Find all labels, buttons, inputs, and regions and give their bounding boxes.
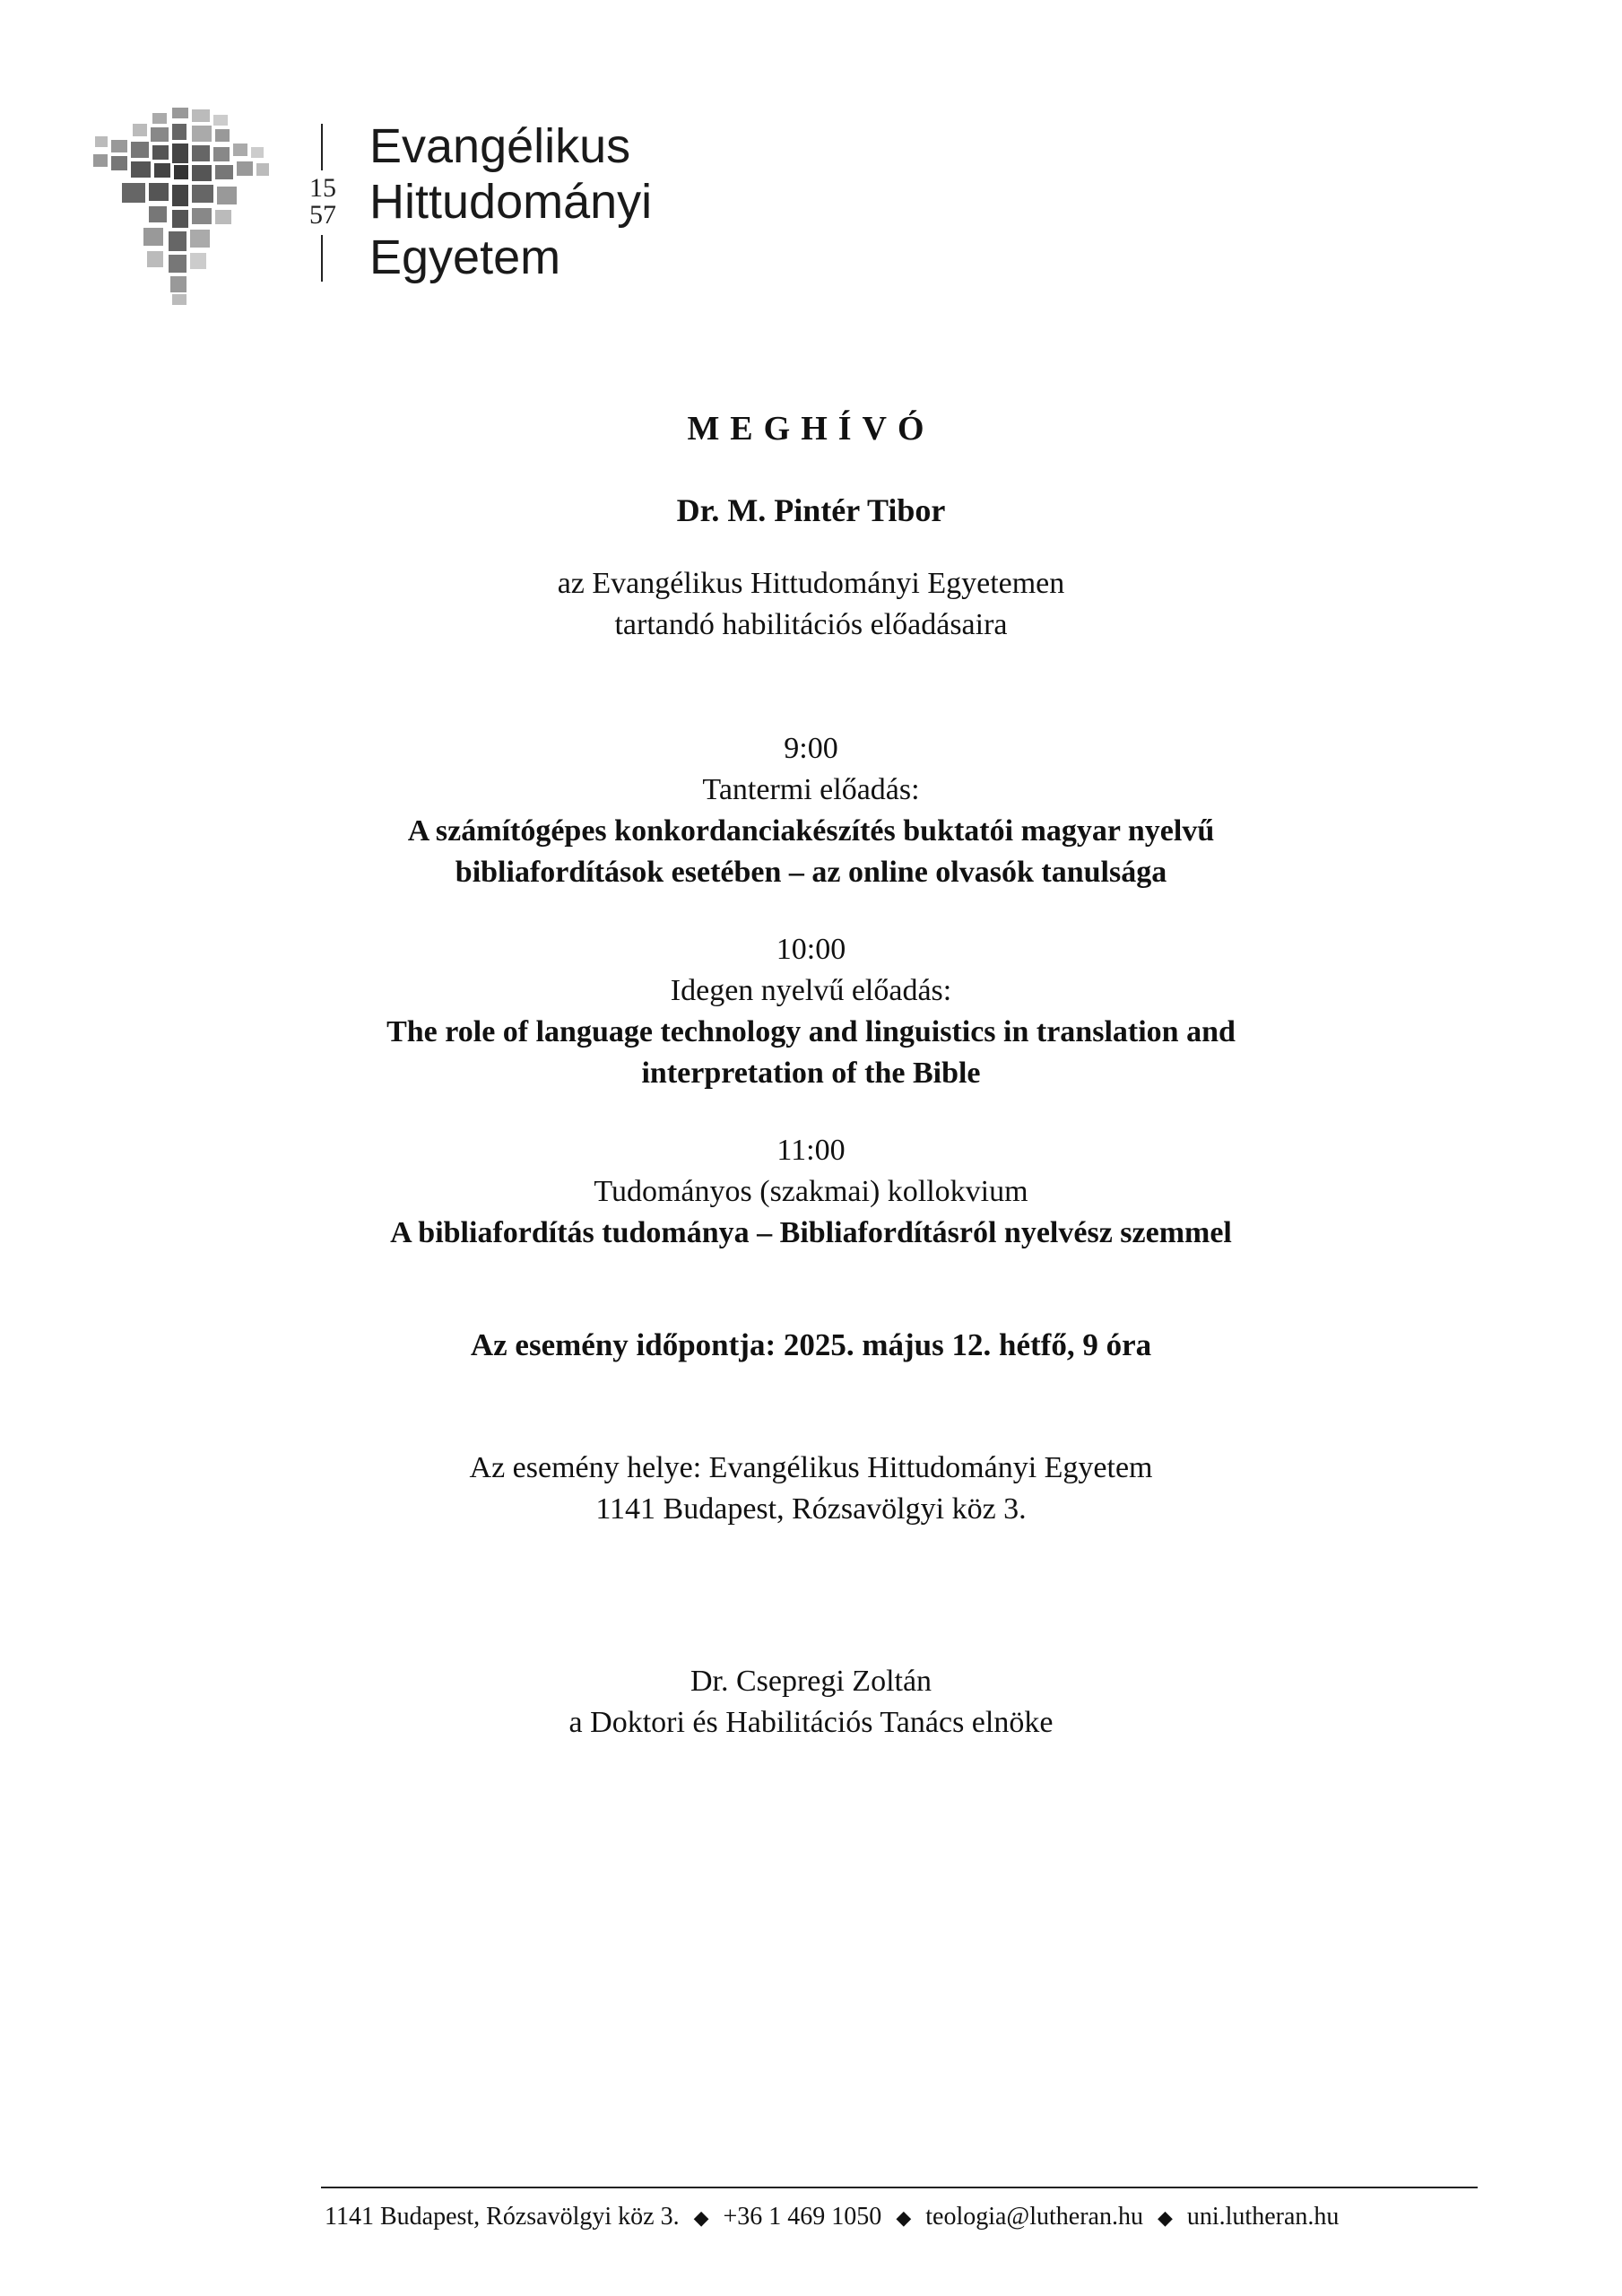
speaker-name: Dr. M. Pintér Tibor: [676, 492, 946, 528]
event-date: Az esemény időpontja: 2025. május 12. hétfő, 9 óra: [470, 1327, 1152, 1362]
session-type: Tantermi előadás:: [702, 773, 920, 806]
footer-contact: [325, 2203, 1478, 2231]
university-name-line-2: Hittudományi: [369, 175, 653, 229]
session-time: 11:00: [776, 1134, 846, 1167]
signatory-role: a Doktori és Habilitációs Tanács elnöke: [568, 1706, 1054, 1739]
signature-block: [0, 1661, 1622, 1744]
founding-year-bottom: 57: [309, 200, 336, 230]
diamond-separator-icon: ◆: [896, 2206, 912, 2229]
intro-text: [0, 563, 1622, 646]
logo-divider-bottom: [321, 235, 323, 282]
university-name-line-3: Egyetem: [369, 230, 561, 284]
session-type: Idegen nyelvű előadás:: [670, 974, 952, 1007]
founding-year-top: 15: [309, 173, 336, 203]
footer-phone[interactable]: +36 1 469 1050: [723, 2203, 882, 2231]
signatory-name: Dr. Csepregi Zoltán: [690, 1665, 932, 1698]
event-place-line-1: Az esemény helye: Evangélikus Hittudományi Egyetem: [469, 1451, 1153, 1484]
intro-line-2: tartandó habilitációs előadásaira: [614, 608, 1008, 641]
event-place-line-2: 1141 Budapest, Rózsavölgyi köz 3.: [595, 1492, 1027, 1526]
session-2: [0, 929, 1622, 1094]
session-time: 9:00: [784, 732, 838, 765]
founding-year: [301, 175, 344, 229]
cross-mosaic-logo: [90, 100, 278, 307]
university-name: [369, 118, 652, 285]
diamond-separator-icon: ◆: [693, 2206, 709, 2229]
invitation-title: MEGHÍVÓ: [687, 410, 935, 448]
footer-divider: [321, 2187, 1478, 2188]
session-title-line-1: A számítógépes konkordanciakészítés buktatói magyar nyelvű: [407, 814, 1215, 848]
session-title-line-2: bibliafordítások esetében – az online olvasók tanulsága: [455, 856, 1167, 889]
session-title-line-1: The role of language technology and linguistics in translation and: [386, 1015, 1236, 1048]
event-place: [0, 1448, 1622, 1530]
session-1: [0, 728, 1622, 893]
footer-web-link[interactable]: uni.lutheran.hu: [1186, 2203, 1340, 2231]
intro-line-1: az Evangélikus Hittudományi Egyetemen: [557, 567, 1065, 600]
logo-divider-top: [321, 124, 323, 170]
university-name-line-1: Evangélikus: [369, 119, 631, 173]
footer-email-link[interactable]: teologia@lutheran.hu: [925, 2203, 1143, 2231]
footer-address: 1141 Budapest, Rózsavölgyi köz 3.: [325, 2203, 680, 2231]
session-title-line-2: interpretation of the Bible: [641, 1057, 981, 1090]
session-type: Tudományos (szakmai) kollokvium: [594, 1175, 1028, 1208]
diamond-separator-icon: ◆: [1157, 2206, 1173, 2229]
session-time: 10:00: [776, 933, 846, 966]
session-3: [0, 1130, 1622, 1254]
session-title-line-1: A bibliafordítás tudománya – Bibliafordításról nyelvész szemmel: [390, 1216, 1232, 1249]
